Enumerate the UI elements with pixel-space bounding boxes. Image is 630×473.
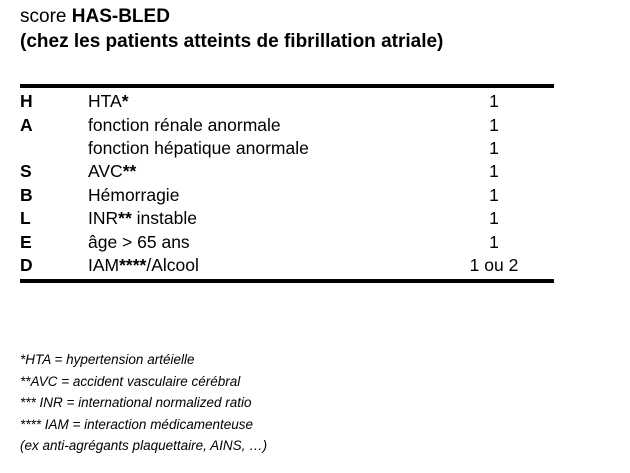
- row-points: 1: [489, 184, 499, 205]
- criterion-marker: **: [118, 208, 132, 229]
- score-table: [20, 84, 554, 283]
- table-row: [20, 90, 554, 113]
- table-rows: [20, 88, 554, 279]
- row-criterion: [88, 255, 434, 276]
- criterion-suffix: instable: [131, 208, 197, 229]
- title-prefix: score: [20, 6, 72, 27]
- row-criterion: [88, 138, 434, 159]
- table-row: [20, 254, 554, 277]
- row-letter: H: [20, 91, 33, 112]
- criterion-marker: *: [121, 91, 129, 112]
- footnote: **** IAM = interaction médicamenteuse: [20, 416, 253, 432]
- table-bottom-rule: [20, 279, 554, 283]
- criterion-text: âge > 65 ans: [88, 231, 190, 252]
- title-line: [20, 4, 610, 29]
- table-row: [20, 230, 554, 253]
- row-points: 1: [489, 161, 499, 182]
- row-letter: A: [20, 114, 33, 135]
- criterion-suffix: /Alcool: [146, 254, 199, 275]
- table-row: [20, 184, 554, 207]
- footnote: *HTA = hypertension artéielle: [20, 352, 195, 367]
- row-letter: D: [20, 254, 33, 275]
- row-letter: B: [20, 184, 33, 205]
- row-points: 1: [489, 114, 499, 135]
- row-points: 1: [489, 208, 499, 229]
- criterion-marker: ****: [119, 254, 147, 275]
- row-points: 1: [489, 91, 499, 112]
- row-criterion: [88, 91, 434, 112]
- footnote: (ex anti-agrégants plaquettaire, AINS, …): [20, 438, 268, 453]
- row-letter: L: [20, 208, 31, 229]
- score-name: HAS-BLED: [71, 6, 170, 27]
- criterion-text: fonction hépatique anormale: [88, 137, 309, 158]
- criterion-text: INR: [88, 208, 119, 229]
- table-row: [20, 207, 554, 230]
- title-subtitle: (chez les patients atteints de fibrillation atriale): [20, 31, 444, 52]
- criterion-text: Hémorragie: [88, 184, 180, 205]
- table-row: [20, 160, 554, 183]
- row-criterion: [88, 208, 434, 229]
- criterion-text: HTA: [88, 91, 122, 112]
- footnotes: [20, 349, 610, 457]
- footnote: **AVC = accident vasculaire cérébral: [20, 373, 241, 389]
- row-letter: S: [20, 161, 32, 182]
- criterion-text: IAM: [88, 254, 120, 275]
- criterion-marker: **: [122, 161, 137, 182]
- row-criterion: [88, 161, 434, 182]
- row-criterion: [88, 232, 434, 253]
- row-criterion: [88, 115, 434, 136]
- criterion-text: AVC: [88, 161, 123, 182]
- document-title: [20, 4, 610, 54]
- row-points: 1: [489, 231, 499, 252]
- row-letter: E: [20, 231, 32, 252]
- table-row: [20, 113, 554, 136]
- row-points: 1 ou 2: [469, 254, 519, 275]
- table-row: [20, 137, 554, 160]
- row-points: 1: [489, 137, 499, 158]
- footnote: *** INR = international normalized ratio: [20, 395, 252, 410]
- criterion-text: fonction rénale anormale: [88, 114, 281, 135]
- row-criterion: [88, 185, 434, 206]
